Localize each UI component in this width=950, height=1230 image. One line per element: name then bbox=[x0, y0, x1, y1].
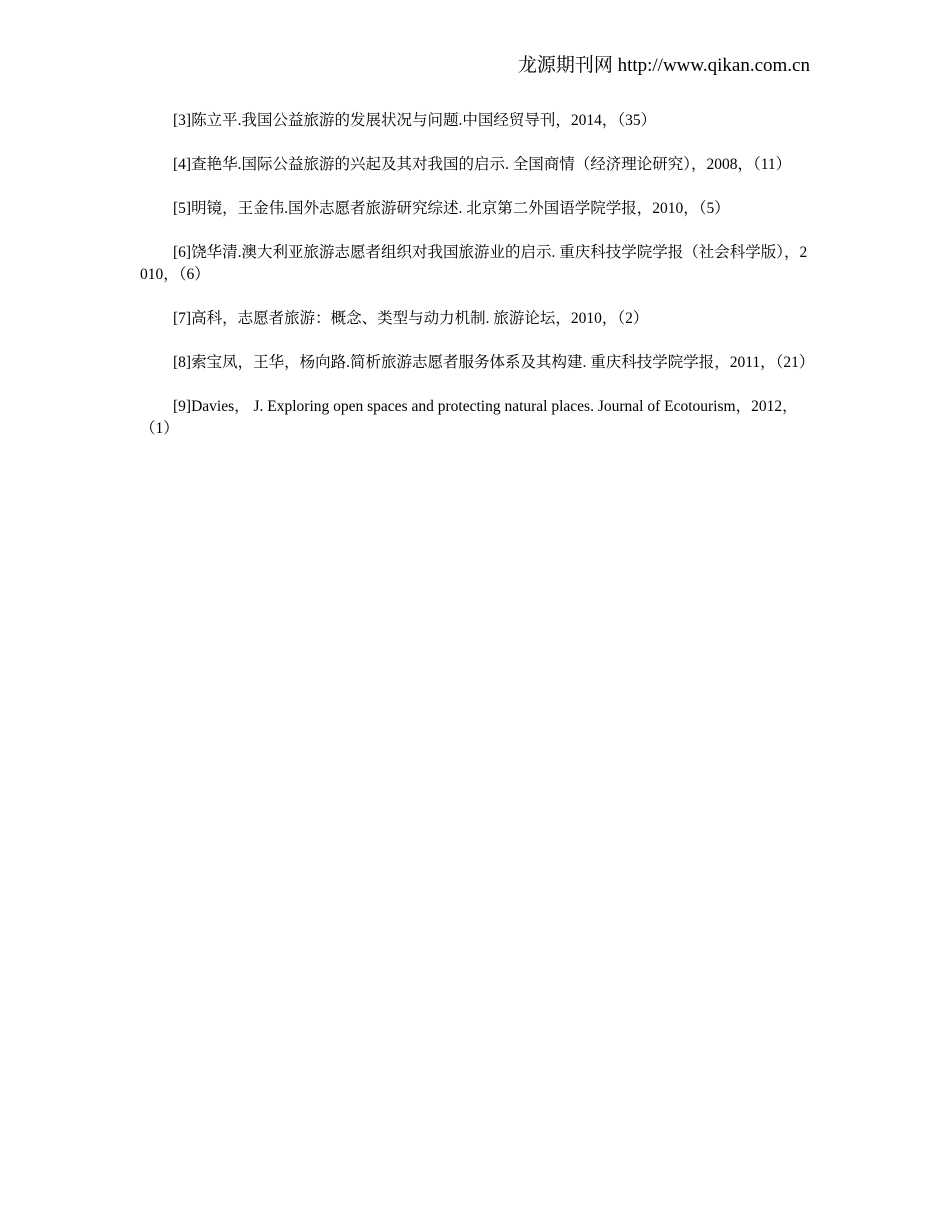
journal-header: 龙源期刊网 http://www.qikan.com.cn bbox=[517, 55, 810, 76]
reference-item-6: [6]饶华清.澳大利亚旅游志愿者组织对我国旅游业的启示. 重庆科技学院学报（社会科学版），2010，（6） bbox=[140, 244, 808, 283]
reference-list bbox=[140, 110, 815, 462]
reference-item-5: [5]明镜，王金伟.国外志愿者旅游研究综述. 北京第二外国语学院学报，2010，（5） bbox=[173, 200, 730, 217]
reference-item-9: [9]Davies， J. Exploring open spaces and protecting natural places. Journal of Ecotourism，2012，（1） bbox=[140, 398, 798, 437]
reference-item-8: [8]索宝凤，王华，杨向路.简析旅游志愿者服务体系及其构建. 重庆科技学院学报，2011，（21） bbox=[173, 354, 815, 371]
reference-item-7: [7]高科，志愿者旅游：概念、类型与动力机制. 旅游论坛，2010，（2） bbox=[173, 310, 649, 327]
reference-item-4: [4]查艳华.国际公益旅游的兴起及其对我国的启示. 全国商情（经济理论研究），2008，（11） bbox=[173, 156, 792, 173]
reference-item-3: [3]陈立平.我国公益旅游的发展状况与问题.中国经贸导刊，2014，（35） bbox=[173, 112, 657, 129]
